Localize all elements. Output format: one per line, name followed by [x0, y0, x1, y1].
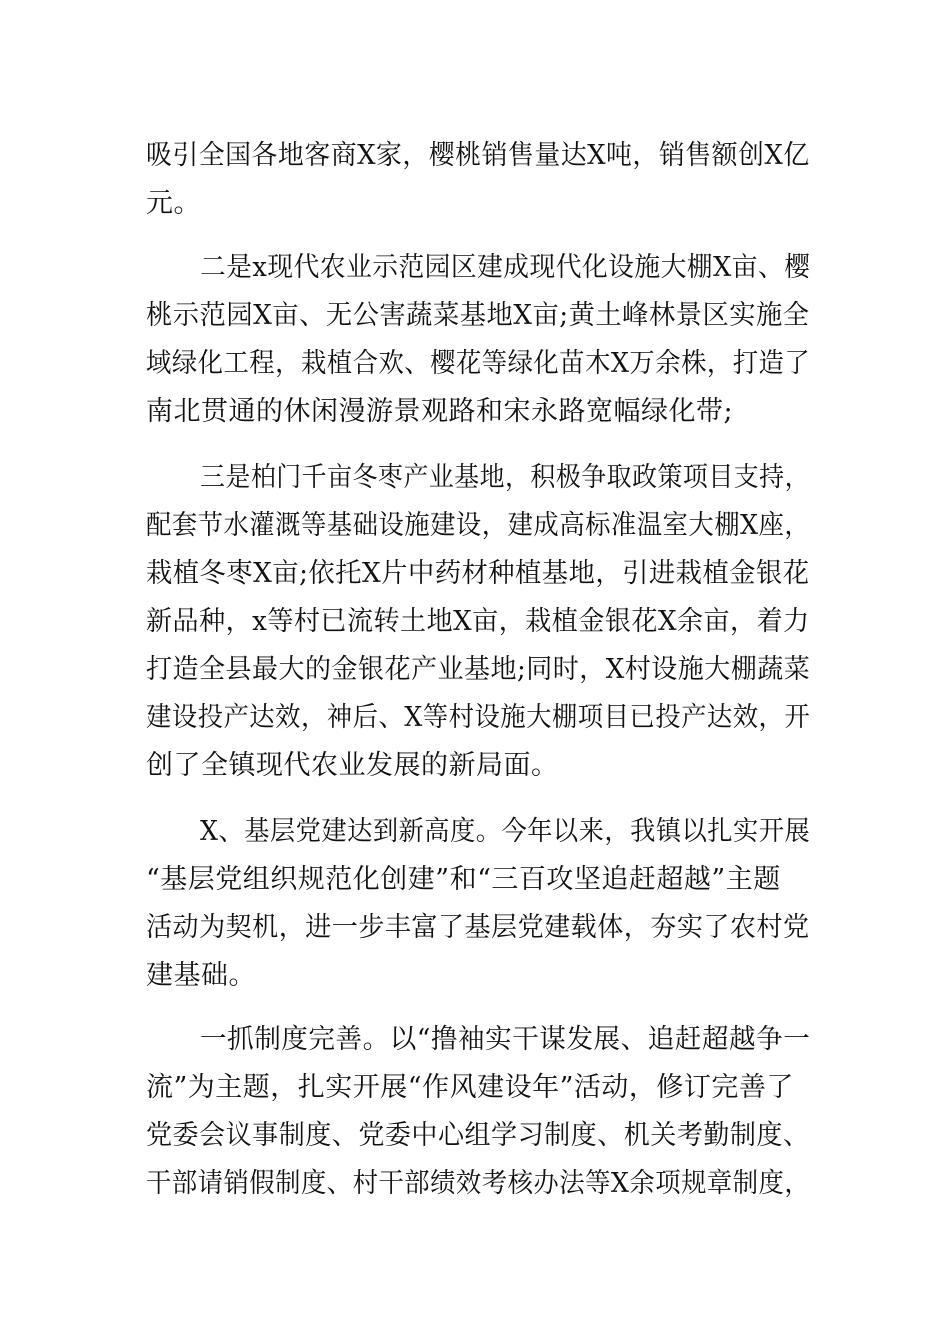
- paragraph-3-line-7: 创了全镇现代农业发展的新局面。: [146, 750, 559, 781]
- paragraph-2-line-3: 域绿化工程，栽植合欢、樱花等绿化苗木Ⅹ万余株，打造了: [146, 348, 811, 379]
- paragraph-4-line-3: 活动为契机，进一步丰富了基层党建载体，夯实了农村党: [146, 912, 810, 943]
- paragraph-3-line-2: 配套节水灌溉等基础设施建设，建成高标准温室大棚Ⅹ座，: [146, 510, 811, 541]
- paragraph-1-line-2: 元。: [146, 188, 201, 219]
- paragraph-5-line-2: 流”为主题，扎实开展“作风建设年”活动，修订完善了: [146, 1072, 794, 1103]
- paragraph-2-line-4: 南北贯通的休闲漫游景观路和宋永路宽幅绿化带;: [146, 396, 734, 427]
- paragraph-5-line-3: 党委会议事制度、党委中心组学习制度、机关考勤制度、: [146, 1120, 810, 1151]
- paragraph-3-line-4: 新品种，x等村已流转土地Ⅹ亩，栽植金银花Ⅹ余亩，着力: [146, 606, 810, 637]
- paragraph-3-line-5: 打造全县最大的金银花产业基地;同时，Ⅹ村设施大棚蔬菜: [146, 654, 811, 685]
- paragraph-2-line-1: 二是x现代农业示范园区建成现代化设施大棚Ⅹ亩、樱: [200, 252, 811, 283]
- paragraph-2-line-2: 桃示范园Ⅹ亩、无公害蔬菜基地Ⅹ亩;黄土峰林景区实施全: [146, 300, 810, 331]
- paragraph-5-line-4: 干部请销假制度、村干部绩效考核办法等Ⅹ余项规章制度，: [146, 1168, 811, 1199]
- paragraph-4-line-2: “基层党组织规范化创建”和“三百攻坚追赶超越”主题: [146, 864, 781, 895]
- paragraph-4-line-4: 建基础。: [146, 960, 256, 991]
- paragraph-3-line-6: 建设投产达效，神后、Ⅹ等村设施大棚项目已投产达效，开: [146, 702, 811, 733]
- paragraph-3-line-3: 栽植冬枣Ⅹ亩;依托Ⅹ片中药材种植基地，引进栽植金银花: [146, 558, 810, 589]
- paragraph-3-line-1: 三是柏门千亩冬枣产业基地，积极争取政策项目支持，: [200, 462, 810, 493]
- paragraph-4-line-1: Ⅹ、基层党建达到新高度。今年以来，我镇以扎实开展: [200, 816, 811, 847]
- paragraph-5-line-1: 一抓制度完善。以“撸袖实干谋发展、追赶超越争一: [200, 1024, 811, 1055]
- paragraph-1-line-1: 吸引全国各地客商Ⅹ家，樱桃销售量达Ⅹ吨，销售额创Ⅹ亿: [146, 140, 810, 171]
